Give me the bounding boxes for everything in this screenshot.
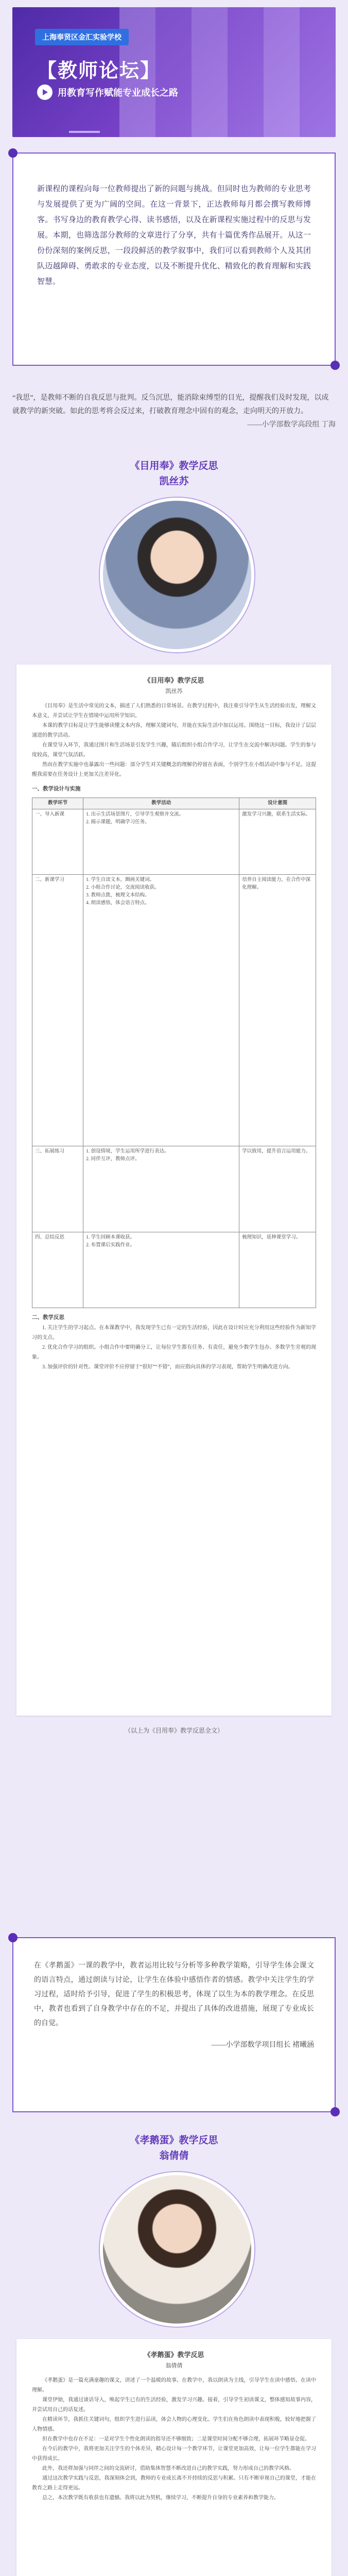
doc-title: 《目用奉》教学反思 <box>144 676 204 684</box>
corner-dot <box>330 2107 340 2116</box>
doc-paragraph: 课堂伊始，我通过谈话导入，唤起学生已有的生活经验，激发学习兴趣。接着，引导学生初读课文，整体感知故事内容，并尝试用自己的话复述。 <box>32 2397 316 2413</box>
doc-paragraph: 1. 关注学生的学习起点。在本课教学中，我发现学生已有一定的生活经验，因此在设计时应充分利用这些经验作为新知学习的支点。 <box>32 1325 316 1341</box>
editor-quote-text: “我思”，是教师不断的自我反思与批判。反刍沉思，能消除束缚型的目光，提醒我们及时发现，以成就教学的新突破。如此的思考将会反过来，打破教育理念中固有的观念，走向明天的开放力。 <box>12 394 329 415</box>
table-cell: 1. 出示生活场景图片，引导学生观察并交流。 2. 揭示课题，明确学习任务。 <box>83 809 239 875</box>
banner-subtitle: 用教育写作赋能专业成长之路 <box>58 88 178 98</box>
intro-card <box>12 152 336 366</box>
doc-paragraph: 2. 优化合作学习的组织。小组合作中要明确分工，让每位学生都有任务、有责任，避免少数学生包办、多数学生旁观的现象。 <box>32 1345 316 1360</box>
table-cell: 1. 学生回顾本课收获。 2. 布置课后实践作业。 <box>83 1232 239 1308</box>
table-cell: 一、导入新课 <box>32 809 83 875</box>
table-row <box>32 1146 316 1232</box>
table-header: 设计意图 <box>239 798 316 809</box>
review-signature: ——小学部数学项目组长 褚曦涵 <box>211 2041 314 2049</box>
reflection-document-1 <box>16 665 332 1716</box>
editor-quote-signature: ——小学部数学高段组 丁海 <box>247 421 336 429</box>
doc-paragraph: 本课的教学目标是让学生能够读懂文本内容，理解关键词句，并能在实际生活中加以运用。围绕这一目标，我设计了层层递进的教学活动。 <box>32 723 316 738</box>
doc-paragraph: 《孝鹅蛋》是一篇充满童趣的课文，讲述了一个温暖的故事。在教学中，我以朗读为主线，引导学生在读中感悟、在读中理解。 <box>32 2378 316 2393</box>
doc-paragraph: 总之，本次教学既有收获也有遗憾。我将以此为契机，继续学习，不断提升自身的专业素养和教学能力。 <box>42 2495 279 2501</box>
section-author-1: 凯丝苏 <box>159 476 189 487</box>
review-card <box>12 1937 336 2112</box>
editor-quote <box>12 392 336 432</box>
table-cell: 二、新课学习 <box>32 875 83 1146</box>
doc-paragraph: 此外，我还将加强与同伴之间的交流研讨，借助集体智慧不断改进自己的教学实践，努力形成自己的教学风格。 <box>42 2466 294 2471</box>
table-row <box>32 809 316 875</box>
teacher-photo-2 <box>100 2172 254 2327</box>
doc-caption: （以上为《目用奉》教学反思全文） <box>124 1727 223 1734</box>
doc-paragraph: 然而在教学实施中也暴露出一些问题：部分学生对关键概念的理解仍停留在表面，个别学生在小组活动中参与不足。这提醒我需要在任务设计上更加关注差异化。 <box>32 762 316 777</box>
section-author-2: 翁倩倩 <box>159 2150 189 2161</box>
table-cell: 1. 学生自读文本，圈画关键词。 2. 小组合作讨论，交流阅读收获。 3. 教师点拨，梳理文本结构。 4. 朗读感悟，体会语言特点。 <box>83 875 239 1146</box>
table-cell: 学以致用，提升语言运用能力。 <box>239 1146 316 1232</box>
corner-dot <box>8 148 18 158</box>
doc-heading: 一、教学设计与实施 <box>32 786 81 792</box>
table-cell: 四、总结反思 <box>32 1232 83 1308</box>
section-heading-2 <box>0 2133 348 2164</box>
header-banner <box>12 7 336 137</box>
school-name-tag: 上海奉贤区金汇实验学校 <box>35 29 129 45</box>
reflection-document-2 <box>16 2339 332 2576</box>
table-cell: 培养自主阅读能力，在合作中深化理解。 <box>239 875 316 1146</box>
banner-subtitle-row <box>37 84 178 100</box>
doc-paragraph: 《目用奉》是生活中常见的文本，描述了人们熟悉的日常场景。在教学过程中，我注重引导学生从生活经验出发，理解文本意义，并尝试让学生在情境中运用所学知识。 <box>32 703 316 719</box>
play-icon <box>37 84 53 100</box>
doc-title: 《孝鹅蛋》教学反思 <box>144 2351 204 2359</box>
table-cell: 1. 创设情境，学生运用所学进行表达。 2. 同伴互评，教师点评。 <box>83 1146 239 1232</box>
table-cell: 梳理知识，延伸课堂学习。 <box>239 1232 316 1308</box>
section-title-2: 《孝鹅蛋》教学反思 <box>130 2135 218 2146</box>
doc-paragraph: 在课堂导入环节，我通过图片和生活场景引发学生兴趣，随后组织小组合作学习，让学生在交流中解决问题。学生的参与度较高，课堂气氛活跃。 <box>32 742 316 758</box>
teacher-photo-1 <box>100 498 254 652</box>
table-header: 教学环节 <box>32 798 83 809</box>
doc-paragraph: 但在教学中也存在不足：一是对学生个性化朗读的指导还不够细致；二是课堂时间分配不够合理，拓展环节略显仓促。 <box>42 2436 310 2442</box>
section-heading-1 <box>0 459 348 489</box>
doc-heading: 二、教学反思 <box>32 1315 64 1320</box>
doc-author: 翁倩倩 <box>165 2363 183 2369</box>
lesson-plan-table <box>32 798 316 1308</box>
table-cell: 激发学习兴趣，联系生活实际。 <box>239 809 316 875</box>
corner-dot <box>330 361 340 370</box>
doc-paragraph: 在今后的教学中，我将更加关注学生的个体差异，精心设计每一个教学环节，让课堂更加高效，让每一位学生都能在学习中获得成长。 <box>32 2446 316 2462</box>
section-title-1: 《目用奉》教学反思 <box>130 461 218 471</box>
corner-dot <box>8 1933 18 1942</box>
doc-paragraph: 在精读环节，我抓住关键词句，组织学生进行品读，体会人物的心理变化。学生们在角色朗读中表现积极，较好地把握了人物情感。 <box>32 2417 316 2432</box>
banner-decoration <box>69 131 100 133</box>
intro-text: 新课程的课程向每一位教师提出了新的问题与挑战。但同时也为教师的专业思考与发展提供了更为广阔的空间。在这一背景下，正达教师每月都会撰写教师博客。书写身边的教育教学心得、读书感悟，以及在新课程实施过程中的反思与发展。本期，也筛选部分教师的文章进行了分享，共有十篇优秀作品展开。从这一份份深刻的案例反思，一段段鲜活的教学叙事中，我们可以看到教师个人及其团队迈越障碍、勇敢求的专业态度，以及不断提升优化、精致化的教育理解和实践智慧。 <box>37 185 311 286</box>
review-text: 在《孝鹅蛋》一课的教学中，教者运用比较与分析等多种教学策略，引导学生体会课文的语言特点，通过朗读与讨论，让学生在体验中感悟作者的情感。教学中关注学生的学习过程，适时给予引导，促进了学生的积极思考，体现了以生为本的教学理念。在反思中，教者也看到了自身教学中存在的不足，并提出了具体的改进措施，展现了专业成长的自觉。 <box>34 1962 314 2027</box>
table-cell: 三、拓展练习 <box>32 1146 83 1232</box>
table-row <box>32 875 316 1146</box>
doc-paragraph: 通过这次教学实践与反思，我深刻体会到，教师的专业成长离不开持续的反思与积累。只有不断审视自己的课堂，才能在教育之路上走得更远。 <box>32 2476 316 2491</box>
doc-paragraph: 3. 加强评价的针对性。课堂评价不应停留于“很好”“不错”，而应指向具体的学习表现，帮助学生明确改进方向。 <box>42 1364 293 1370</box>
table-header: 教学活动 <box>83 798 239 809</box>
doc-author: 凯丝苏 <box>165 688 183 694</box>
table-header-row <box>32 798 316 809</box>
table-row <box>32 1232 316 1308</box>
banner-title: 【教师论坛】 <box>37 60 161 82</box>
